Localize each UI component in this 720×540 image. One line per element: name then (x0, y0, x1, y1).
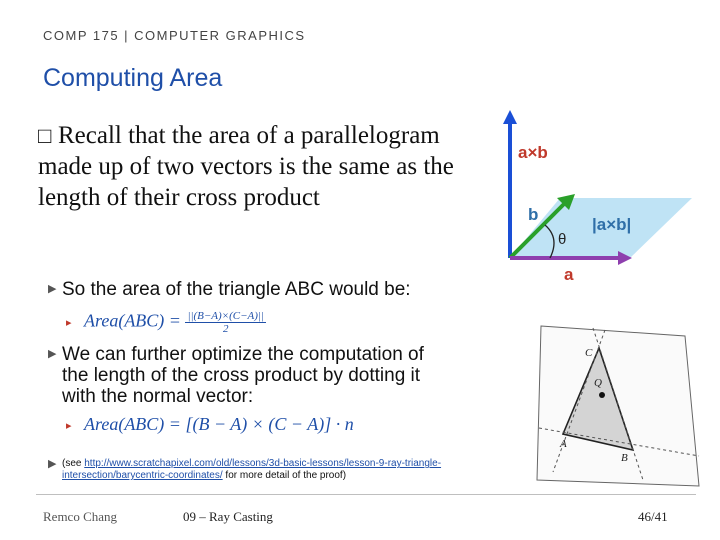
label-theta: θ (558, 231, 567, 248)
label-b-point: B (621, 452, 628, 464)
label-q: Q (594, 377, 602, 389)
formula-area-fraction (185, 310, 266, 335)
bullet-arrow-icon: ▸ (66, 317, 72, 329)
course-header: COMP 175 | COMPUTER GRAPHICS (43, 28, 306, 43)
formula-denominator: 2 (222, 323, 229, 335)
footer-deck-title: 09 – Ray Casting (183, 509, 273, 524)
bullet-arrow-icon: ▶ (48, 348, 57, 361)
cross-product-figure (500, 108, 705, 288)
formula-area-dot-text: Area(ABC) = [(B − A) × (C − A)] · n (84, 414, 354, 434)
label-a-point: A (560, 438, 567, 450)
label-b: b (528, 205, 539, 224)
label-axb-length: |a×b| (592, 215, 632, 234)
bullet-triangle-text: So the area of the triangle ABC would be: (62, 279, 411, 300)
bullet-arrow-icon: ▶ (48, 458, 57, 470)
see-prefix: (see (62, 458, 85, 469)
main-bullet (38, 120, 498, 213)
scratchapixel-link[interactable]: http://www.scratchapixel.com/old/lessons/3d-basic-lessons/lesson-9-ray-triangle-intersection/barycentric-coordinates/ (62, 458, 442, 481)
label-c: C (585, 347, 593, 359)
label-a: a (564, 265, 574, 284)
bullet-see (48, 458, 468, 482)
triangle-figure (535, 322, 705, 490)
formula-area (66, 310, 266, 335)
footer-author: Remco Chang (43, 509, 118, 524)
label-axb: a×b (518, 143, 548, 162)
footer-divider (36, 494, 696, 495)
bullet-arrow-icon: ▸ (66, 420, 72, 433)
bullet-box-icon: □ (38, 123, 52, 148)
footer-page-number: 46/41 (638, 509, 668, 524)
formula-area-dot (66, 414, 354, 435)
slide-title: Computing Area (43, 64, 223, 92)
bullet-arrow-icon: ▶ (48, 283, 57, 296)
see-suffix: for more detail of the proof) (222, 470, 347, 481)
bullet-optimize (48, 344, 448, 407)
point-q (599, 392, 605, 398)
main-bullet-text: Recall that the area of a parallelogram made up of two vectors is the same as the length of their cross product (38, 122, 454, 211)
bullet-triangle (48, 279, 468, 300)
formula-area-lhs: Area(ABC) = (84, 310, 181, 331)
formula-numerator: ||(B−A)×(C−A)|| (187, 310, 264, 322)
vector-axb-arrowhead (503, 110, 517, 124)
bullet-optimize-text: We can further optimize the computation of the length of the cross product by dotting it with the normal vector: (62, 344, 424, 407)
